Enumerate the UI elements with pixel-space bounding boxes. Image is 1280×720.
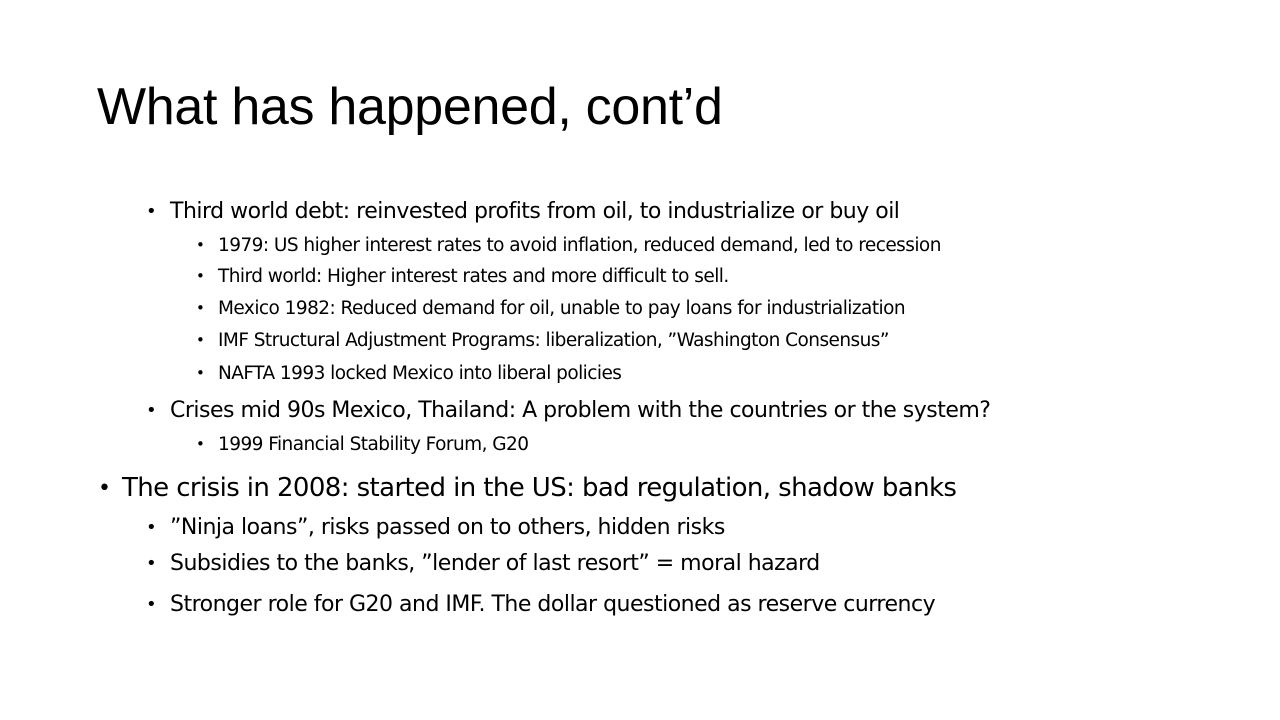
bullet-text: 1999 Financial Stability Forum, G20 — [218, 433, 529, 455]
bullet-dot-icon: • — [196, 331, 205, 349]
bullet-dot-icon: • — [196, 236, 205, 254]
bullet-text: NAFTA 1993 locked Mexico into liberal policies — [218, 362, 622, 384]
bullet-third-world-debt — [146, 196, 899, 226]
bullet-dot-icon: • — [98, 475, 111, 501]
bullet-dot-icon: • — [196, 435, 205, 453]
bullet-text: Mexico 1982: Reduced demand for oil, unable to pay loans for industrialization — [218, 297, 906, 319]
bullet-text: ”Ninja loans”, risks passed on to others, hidden risks — [170, 514, 725, 540]
bullet-text: Subsidies to the banks, ”lender of last resort” = moral hazard — [170, 550, 820, 576]
bullet-text: IMF Structural Adjustment Programs: liberalization, ”Washington Consensus” — [218, 329, 889, 351]
bullet-dot-icon: • — [146, 399, 157, 421]
bullet-text: Stronger role for G20 and IMF. The dollar questioned as reserve currency — [170, 591, 936, 617]
bullet-dot-icon: • — [146, 200, 157, 222]
bullet-crisis-2008 — [98, 471, 956, 505]
bullet-text: The crisis in 2008: started in the US: bad regulation, shadow banks — [122, 473, 957, 503]
bullet-nafta-1993 — [196, 360, 621, 386]
slide-title: What has happened, cont’d — [97, 78, 723, 136]
bullet-ninja-loans — [146, 512, 725, 542]
bullet-dot-icon: • — [146, 593, 157, 615]
bullet-crises-mid-90s — [146, 395, 990, 425]
bullet-dot-icon: • — [146, 516, 157, 538]
bullet-mexico-1982 — [196, 295, 905, 321]
bullet-text: Third world debt: reinvested profits from oil, to industrialize or buy oil — [170, 198, 900, 224]
bullet-dot-icon: • — [196, 267, 205, 285]
bullet-subsidies — [146, 548, 820, 578]
bullet-text: Third world: Higher interest rates and more difficult to sell. — [218, 265, 729, 287]
bullet-1979-us-rates — [196, 232, 941, 258]
bullet-text: Crises mid 90s Mexico, Thailand: A problem with the countries or the system? — [170, 397, 991, 423]
bullet-third-world-rates — [196, 263, 729, 289]
bullet-imf-sap — [196, 327, 889, 353]
bullet-g20-imf-dollar — [146, 589, 935, 619]
bullet-text: 1979: US higher interest rates to avoid inflation, reduced demand, led to recession — [218, 234, 941, 256]
bullet-dot-icon: • — [196, 364, 205, 382]
bullet-dot-icon: • — [146, 552, 157, 574]
bullet-1999-fsf — [196, 431, 528, 457]
bullet-dot-icon: • — [196, 299, 205, 317]
